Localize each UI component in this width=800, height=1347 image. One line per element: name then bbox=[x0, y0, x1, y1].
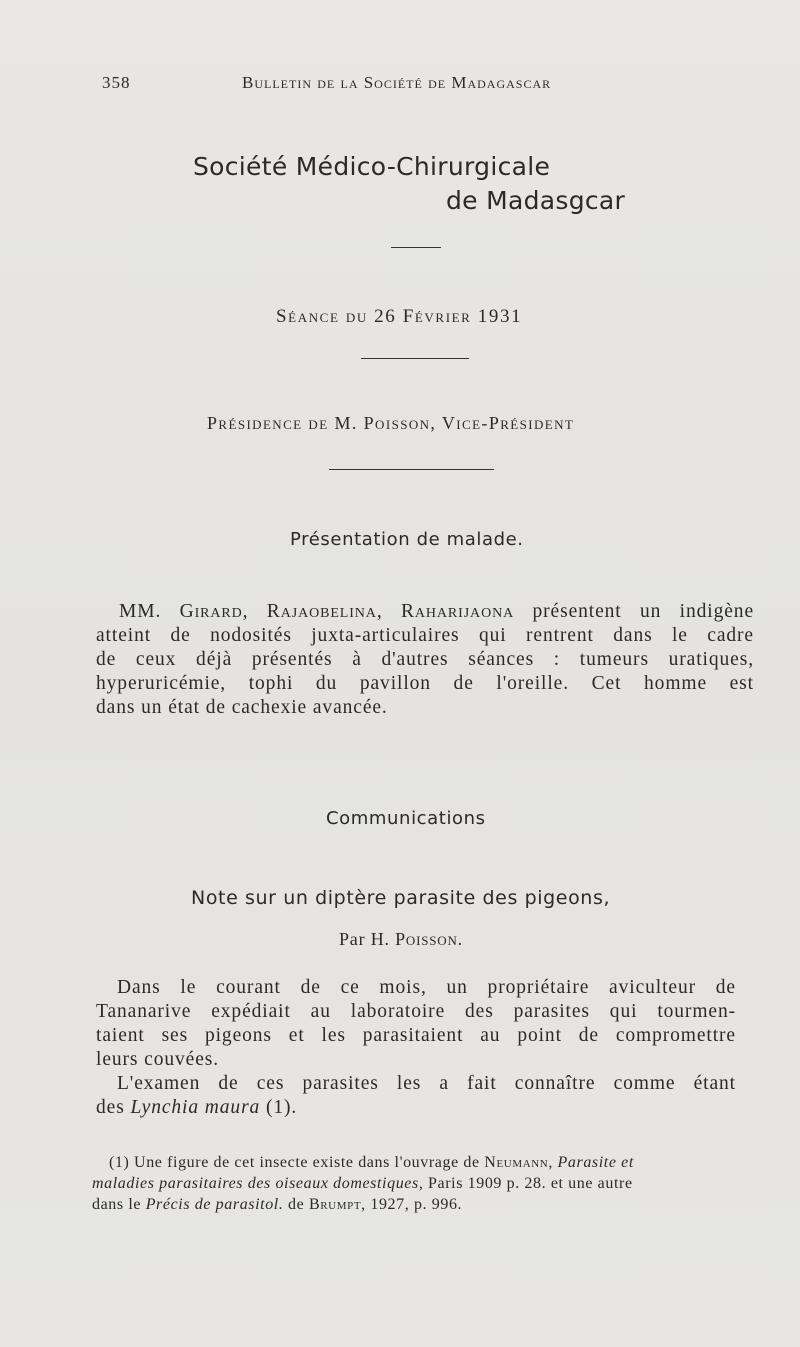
text-line: Dans le courant de ce mois, un propriétaire aviculteur de bbox=[117, 977, 736, 998]
text-line: Tananarive expédiait au laboratoire des parasites qui tourmen- bbox=[96, 1001, 736, 1022]
divider-rule bbox=[391, 247, 441, 248]
authors: Girard, Rajaobelina, Raharijaona bbox=[179, 601, 515, 622]
note-title: Note sur un diptère parasite des pigeons, bbox=[191, 887, 611, 909]
species-name: Lynchia maura bbox=[130, 1097, 261, 1118]
byline: Par H. Poisson. bbox=[339, 929, 463, 949]
text-line: taient ses pigeons et les parasitaient au point de compromettre bbox=[96, 1025, 736, 1046]
author-name: Poisson. bbox=[395, 929, 463, 949]
presentation-paragraph bbox=[96, 600, 754, 720]
text-line: leurs couvées. bbox=[96, 1049, 220, 1070]
divider-rule bbox=[329, 469, 494, 470]
divider-rule bbox=[361, 358, 469, 359]
footnote bbox=[92, 1152, 738, 1215]
journal-title: Bulletin de la Société de Madagascar bbox=[242, 73, 552, 92]
text-line: dans un état de cachexie avancée. bbox=[96, 697, 388, 718]
society-name-line1: Société Médico-Chirurgicale bbox=[193, 152, 551, 181]
text-line: L'examen de ces parasites les a fait connaître comme étant bbox=[117, 1073, 736, 1094]
footnote-line: dans le Précis de parasitol. de Brumpt, 1927, p. 996. bbox=[92, 1196, 463, 1213]
presidence-line: Présidence de M. Poisson, Vice-Président bbox=[207, 413, 575, 433]
text-line: de ceux déjà présentés à d'autres séances : tumeurs uratiques, bbox=[96, 649, 754, 670]
page-number: 358 bbox=[102, 73, 131, 92]
footnote-line: maladies parasitaires des oiseaux domestiques, Paris 1909 p. 28. et une autre bbox=[92, 1175, 633, 1192]
text-line: atteint de nodosités juxta-articulaires qui rentrent dans le cadre bbox=[96, 625, 754, 646]
footnote-line: (1) Une figure de cet insecte existe dans l'ouvrage de Neumann, Parasite et bbox=[109, 1154, 634, 1171]
running-head bbox=[0, 73, 800, 103]
communications-heading: Communications bbox=[326, 808, 486, 829]
society-name-line2: de Madasgcar bbox=[446, 186, 626, 215]
text-line: des Lynchia maura (1). bbox=[96, 1097, 298, 1118]
text-line: MM. Girard, Rajaobelina, Raharijaona présentent un indigène bbox=[119, 601, 754, 622]
session-date: Séance du 26 Février 1931 bbox=[276, 306, 523, 327]
text-line: hyperuricémie, tophi du pavillon de l'oreille. Cet homme est bbox=[96, 673, 754, 694]
presentation-heading: Présentation de malade. bbox=[290, 529, 524, 550]
note-paragraph bbox=[96, 976, 736, 1120]
